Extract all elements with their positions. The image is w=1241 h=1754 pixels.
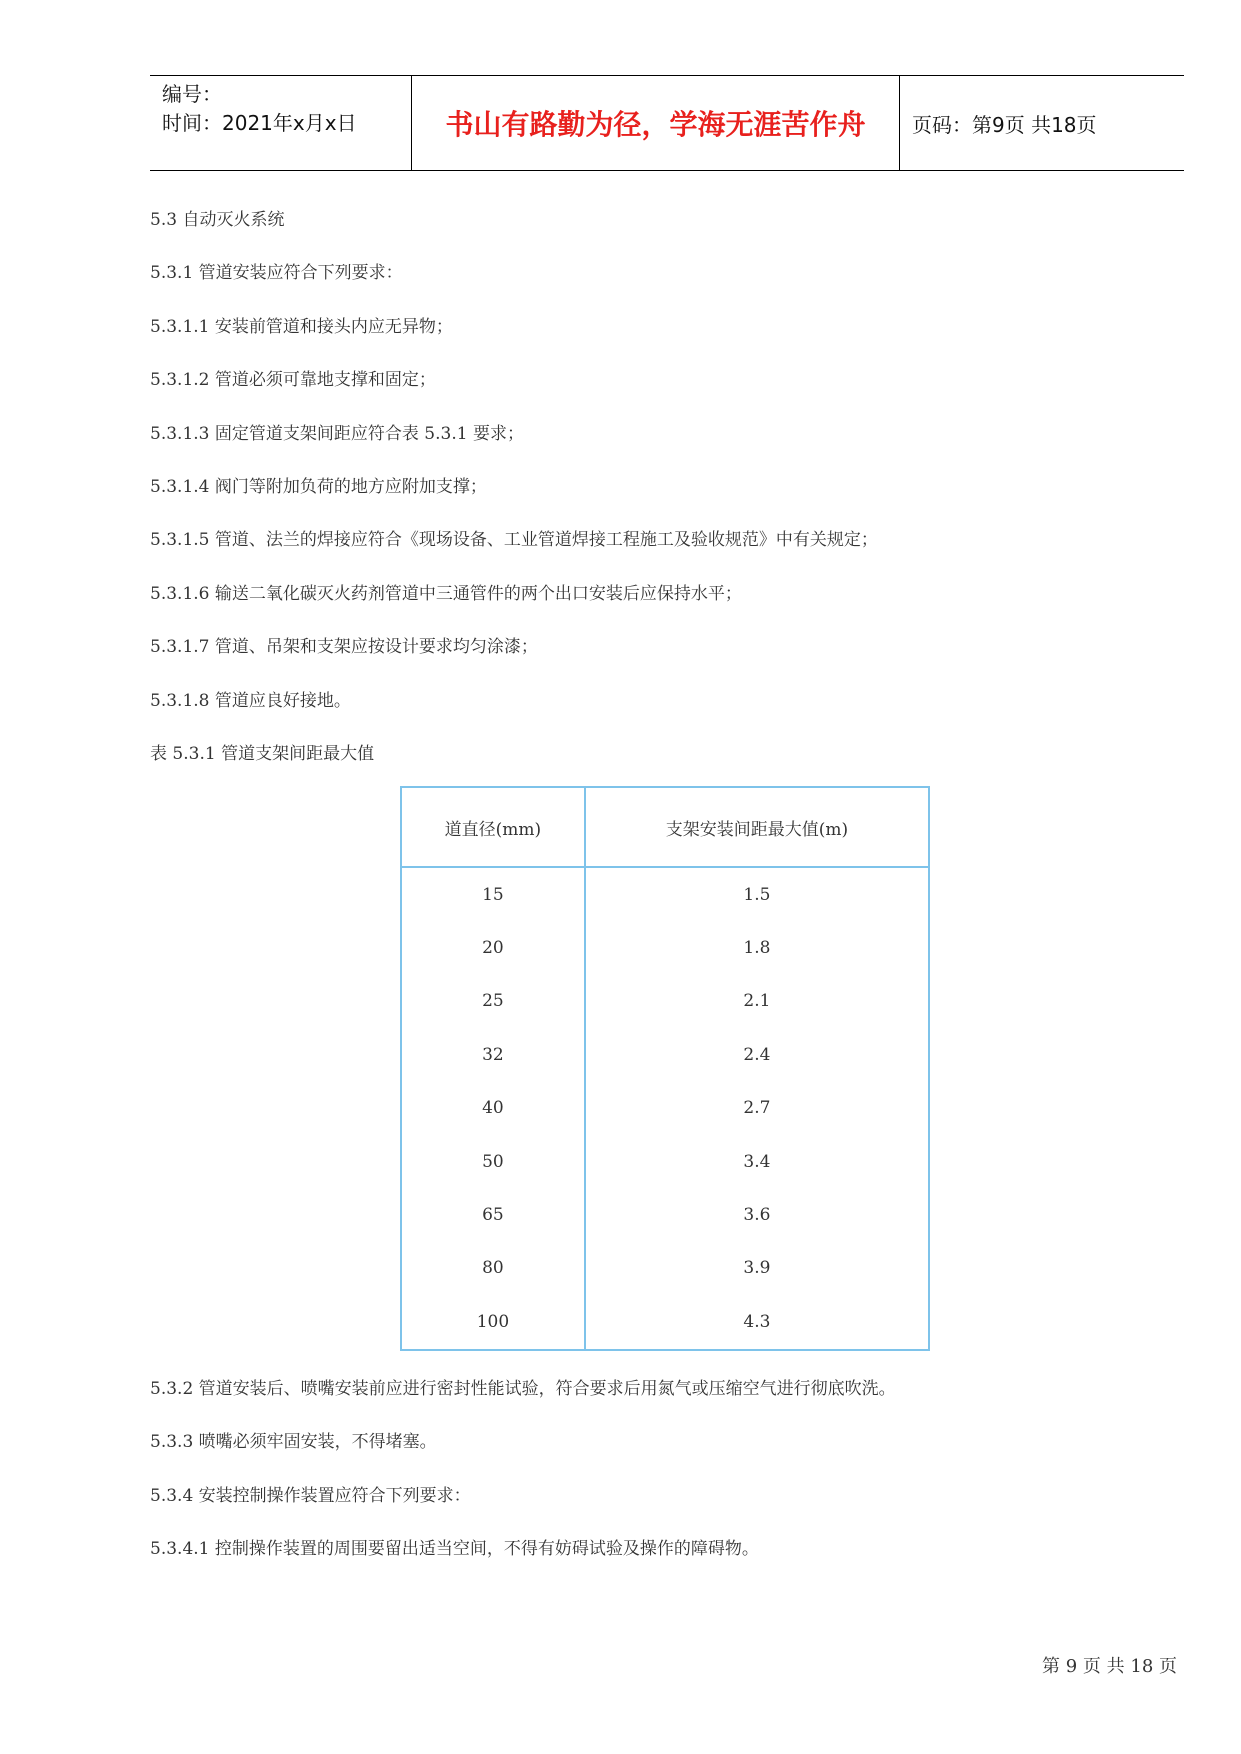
paragraph: 5.3.1.4 阀门等附加负荷的地方应附加支撑； — [150, 476, 487, 497]
header-info-cell — [150, 76, 412, 170]
table-row — [401, 975, 929, 1028]
page-header — [150, 75, 1184, 171]
table-row — [401, 1188, 929, 1241]
header-page-number: 页码：第9页 共18页 — [912, 112, 1097, 137]
header-motto: 书山有路勤为径，学海无涯苦作舟 — [412, 76, 900, 170]
cell-spacing: 3.6 — [585, 1188, 929, 1241]
paragraph: 5.3.2 管道安装后、喷嘴安装前应进行密封性能试验，符合要求后用氮气或压缩空气进行彻底吹洗。 — [150, 1379, 896, 1399]
cell-diameter: 32 — [401, 1028, 585, 1081]
table-header-row — [401, 787, 929, 867]
table-caption: 表 5.3.1 管道支架间距最大值 — [150, 743, 375, 764]
cell-spacing: 4.3 — [585, 1295, 929, 1349]
cell-spacing: 2.1 — [585, 975, 929, 1028]
cell-diameter: 40 — [401, 1082, 585, 1135]
table-row — [401, 1242, 929, 1295]
table-row — [401, 1028, 929, 1081]
cell-spacing: 3.9 — [585, 1242, 929, 1295]
table-row — [401, 921, 929, 974]
cell-diameter: 80 — [401, 1242, 585, 1295]
cell-diameter: 15 — [401, 867, 585, 921]
cell-spacing: 2.7 — [585, 1082, 929, 1135]
table-row — [401, 1082, 929, 1135]
table-row — [401, 1295, 929, 1349]
table-row — [401, 867, 929, 921]
paragraph: 5.3.4.1 控制操作装置的周围要留出适当空间，不得有妨碍试验及操作的障碍物。 — [150, 1539, 759, 1560]
paragraph: 5.3 自动灭火系统 — [150, 210, 285, 230]
pipe-support-spacing-table — [400, 786, 930, 1351]
body-section-top — [150, 194, 1180, 781]
page-footer: 第 9 页 共 18 页 — [1042, 1656, 1177, 1677]
cell-spacing: 3.4 — [585, 1135, 929, 1188]
body-section-bottom — [150, 1363, 1180, 1577]
cell-spacing: 2.4 — [585, 1028, 929, 1081]
table-row — [401, 1135, 929, 1188]
cell-diameter: 100 — [401, 1295, 585, 1349]
document-number-label: 编号： — [162, 82, 222, 106]
cell-diameter: 20 — [401, 921, 585, 974]
cell-diameter: 25 — [401, 975, 585, 1028]
paragraph: 5.3.4 安装控制操作装置应符合下列要求： — [150, 1485, 471, 1506]
cell-diameter: 50 — [401, 1135, 585, 1188]
cell-spacing: 1.5 — [585, 867, 929, 921]
cell-spacing: 1.8 — [585, 921, 929, 974]
document-time-label: 时间：2021年x月x日 — [162, 111, 357, 135]
column-header-diameter: 道直径(mm) — [401, 787, 585, 867]
paragraph: 5.3.1.8 管道应良好接地。 — [150, 690, 351, 711]
column-header-spacing: 支架安装间距最大值(m) — [585, 787, 929, 867]
paragraph: 5.3.1.5 管道、法兰的焊接应符合《现场设备、工业管道焊接工程施工及验收规范》中有关规定； — [150, 530, 878, 551]
paragraph: 5.3.1.3 固定管道支架间距应符合表 5.3.1 要求； — [150, 423, 524, 444]
paragraph: 5.3.1 管道安装应符合下列要求： — [150, 263, 403, 284]
paragraph: 5.3.1.1 安装前管道和接头内应无异物； — [150, 316, 453, 337]
paragraph: 5.3.3 喷嘴必须牢固安装，不得堵塞。 — [150, 1432, 437, 1453]
paragraph: 5.3.1.7 管道、吊架和支架应按设计要求均匀涂漆； — [150, 637, 538, 658]
paragraph: 5.3.1.2 管道必须可靠地支撑和固定； — [150, 370, 436, 391]
paragraph: 5.3.1.6 输送二氧化碳灭火药剂管道中三通管件的两个出口安装后应保持水平； — [150, 583, 742, 604]
cell-diameter: 65 — [401, 1188, 585, 1241]
